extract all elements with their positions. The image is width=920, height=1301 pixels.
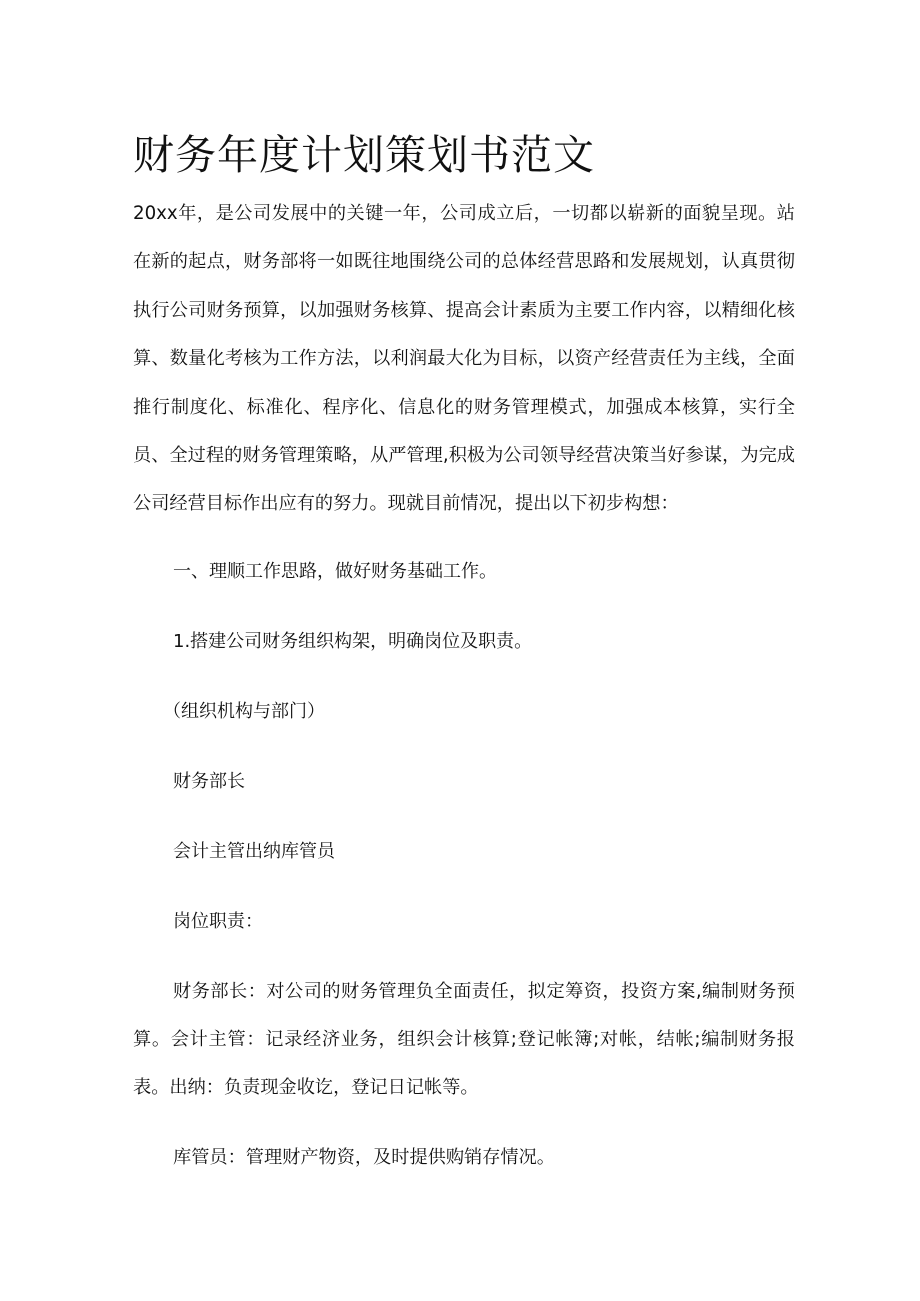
warehouse-paragraph: 库管员：管理财产物资，及时提供购销存情况。	[173, 1147, 555, 1168]
duties-paragraph: 财务部长：对公司的财务管理负全面责任，拟定筹资，投资方案,编制财务预算。会计主管：记录经济业务，组织会计核算;登记帐簿;对帐，结帐;编制财务报表。出纳：负责现金收讫，登记日记帐等。	[133, 981, 795, 1098]
document-title: 财务年度计划策划书范文	[133, 131, 595, 179]
org-sub-positions: 会计主管出纳库管员	[173, 841, 335, 862]
org-top-position: 财务部长	[173, 771, 245, 792]
section-heading: 一、理顺工作思路，做好财务基础工作。	[173, 561, 497, 582]
list-item: 1.搭建公司财务组织构架，明确岗位及职责。	[173, 631, 533, 652]
intro-paragraph: 20xx年，是公司发展中的关键一年，公司成立后，一切都以崭新的面貌呈现。站在新的起点，财务部将一如既往地围绕公司的总体经营思路和发展规划，认真贯彻执行公司财务预算，以加强财务核算、提高会计素质为主要工作内容，以精细化核算、数量化考核为工作方法，以利润最大化为目标，以资产经营责任为主线，全面推行制度化、标准化、程序化、信息化的财务管理模式，加强成本核算，实行全员、全过程的财务管理策略，从严管理,积极为公司领导经营决策当好参谋，为完成公司经营目标作出应有的努力。现就目前情况，提出以下初步构想：	[133, 203, 795, 515]
duties-heading: 岗位职责：	[173, 911, 263, 932]
org-caption: （组织机构与部门）	[163, 701, 325, 722]
